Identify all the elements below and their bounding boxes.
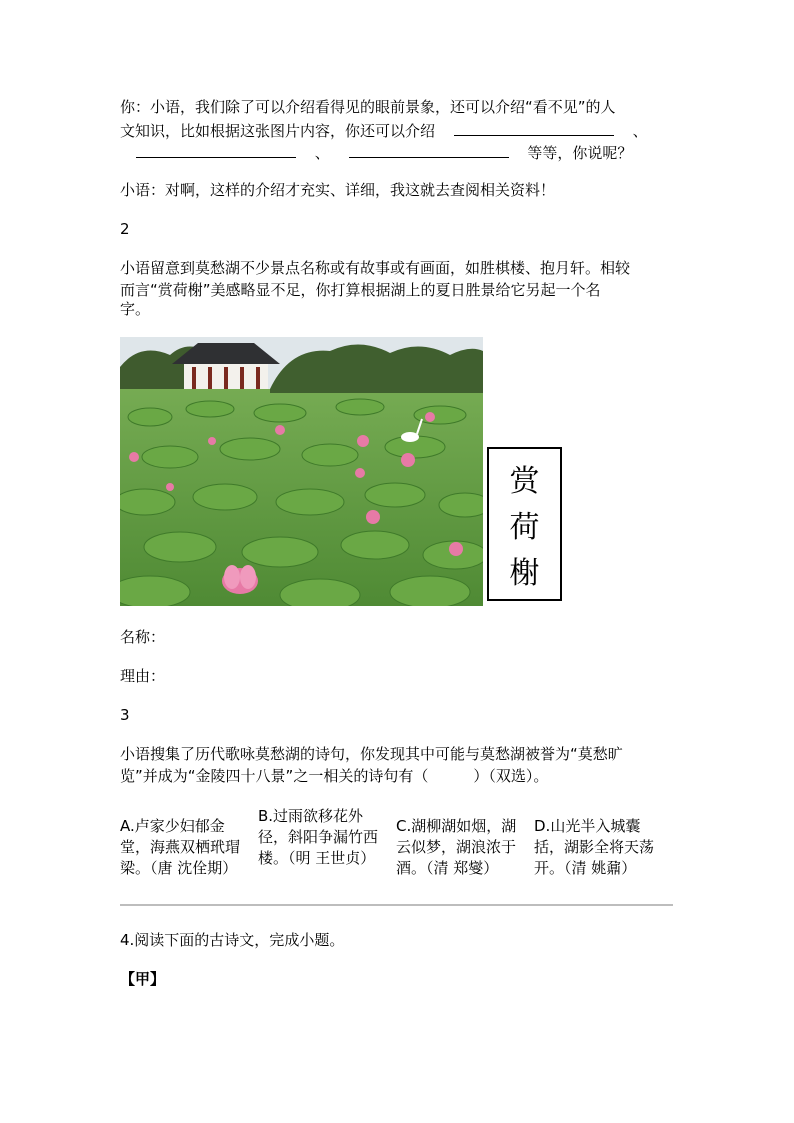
question-2-text-line2: 而言“赏荷榭”美感略显不足，你打算根据湖上的夏日胜景给它另起一个名 [120, 281, 601, 299]
dialogue-you-line2 [120, 119, 648, 141]
dialogue-xiaoyu-reply: 小语：对啊，这样的介绍才充实、详细，我这就去查阅相关资料！ [120, 181, 556, 199]
question-2-text-line3: 字。 [120, 300, 151, 318]
question-4-text: 4.阅读下面的古诗文，完成小题。 [120, 931, 345, 949]
reason-label: 理由： [120, 667, 166, 685]
option-c[interactable]: C.湖柳湖如烟，湖云似梦，湖浪浓于酒。（清 郑燮） [396, 817, 517, 877]
dialogue-you-line2-text: 文知识，比如根据这张图片内容，你还可以介绍 [120, 122, 436, 140]
separator-1: 、 [632, 122, 648, 140]
answer-blank-2[interactable] [136, 141, 296, 158]
lotus-pond-photo [120, 337, 483, 606]
question-3-text-line2: 览”并成为“金陵四十八景”之一相关的诗句有（ ）（双选）。 [120, 767, 549, 785]
pavilion-name-plaque [487, 447, 562, 601]
plaque-char-2: 荷 [509, 510, 540, 545]
answer-blank-3[interactable] [349, 141, 509, 158]
question-3-text-line1: 小语搜集了历代歌咏莫愁湖的诗句，你发现其中可能与莫愁湖被誉为“莫愁旷 [120, 745, 623, 763]
question-3-number: 3 [120, 706, 130, 724]
plaque-char-1: 赏 [509, 464, 540, 499]
section-divider [120, 904, 673, 906]
separator-2: 、 [314, 144, 330, 162]
question-2-text-line1: 小语留意到莫愁湖不少景点名称或有故事或有画面，如胜棋楼、抱月轩。相较 [120, 259, 631, 277]
question-2-number: 2 [120, 220, 130, 238]
option-b[interactable]: B.过雨欲移花外径，斜阳争漏竹西楼。（明 王世贞） [258, 807, 379, 867]
section-jia-label: 【甲】 [120, 970, 166, 988]
name-label: 名称： [120, 628, 166, 646]
answer-blank-1[interactable] [454, 119, 614, 136]
option-d[interactable]: D.山光半入城囊括，湖影全将天荡开。（清 姚鼐） [534, 817, 655, 877]
dialogue-you-line3-text: 等等，你说呢？ [527, 144, 633, 162]
option-a[interactable]: A.卢家少妇郁金堂，海燕双栖玳瑁梁。（唐 沈佺期） [120, 817, 241, 877]
lotus-flower-large [222, 565, 258, 594]
dialogue-you-line3 [136, 141, 632, 163]
dialogue-you-line1: 你：小语，我们除了可以介绍看得见的眼前景象，还可以介绍“看不见”的人 [120, 98, 616, 116]
plaque-char-3: 榭 [509, 556, 540, 591]
